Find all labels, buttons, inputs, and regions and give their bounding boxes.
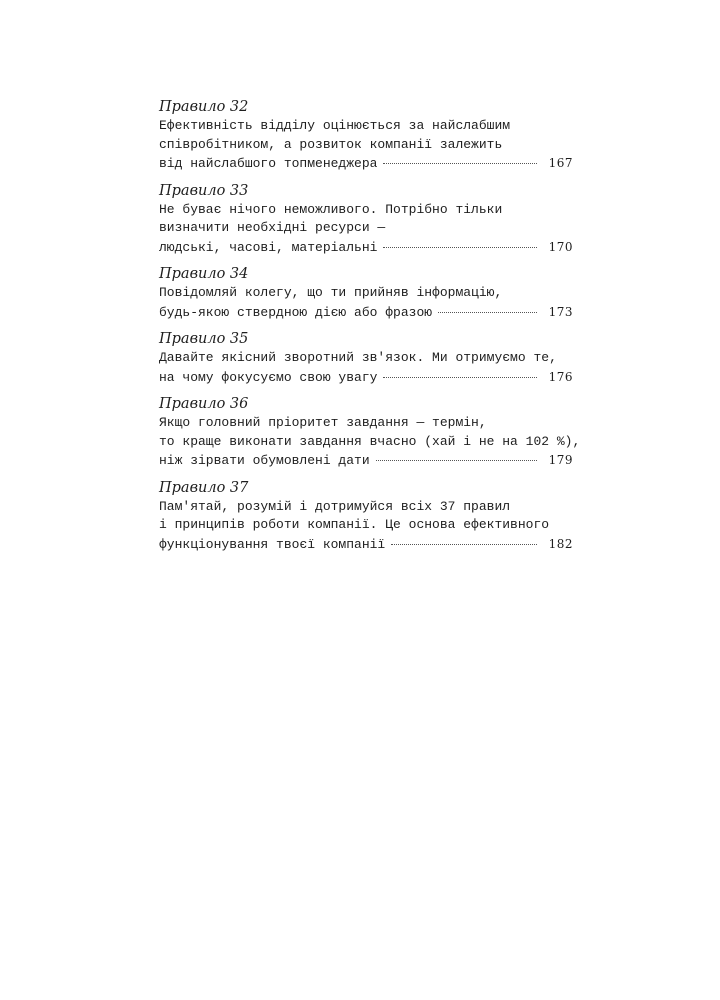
rule-title-last-line: [159, 154, 573, 173]
rule-title-last-line: [159, 535, 573, 554]
toc-entry-rule-33[interactable]: [159, 181, 573, 257]
page-number: 167: [548, 156, 573, 170]
rule-title-line: Не буває нічого неможливого. Потрібно тільки: [159, 201, 503, 217]
dot-leader: [376, 460, 537, 461]
rule-title-line: і принципів роботи компанії. Це основа ефективного: [159, 517, 550, 532]
rule-heading: Правило 32: [159, 99, 249, 115]
toc-entry-rule-34[interactable]: [159, 264, 573, 321]
toc-entry-rule-32[interactable]: [159, 97, 573, 173]
rule-title-line: Пам'ятай, розумій і дотримуйся всіх 37 правил: [159, 498, 511, 514]
page-number: 182: [548, 536, 573, 551]
dot-leader: [391, 544, 536, 545]
page-number: 179: [548, 453, 573, 467]
toc-entry-rule-36[interactable]: [159, 394, 581, 470]
rule-title-line: від найслабшого топменеджера: [159, 156, 378, 171]
rule-title-line: функціонування твоєї компанії: [159, 536, 386, 552]
page-number: 176: [548, 369, 573, 384]
rule-title-line: Повідомляй колегу, що ти прийняв інформацію,: [159, 285, 503, 300]
rule-heading: Правило 33: [159, 182, 249, 199]
page-number: 170: [548, 239, 573, 254]
rule-heading: Правило 37: [159, 479, 249, 496]
table-of-contents: [159, 97, 581, 561]
rule-heading: Правило 35: [159, 331, 249, 347]
rule-title-last-line: [159, 368, 573, 387]
rule-title-line: Давайте якісний зворотний зв'язок. Ми отримуємо те,: [159, 350, 557, 365]
toc-entry-rule-35[interactable]: [159, 329, 573, 386]
rule-title-line: то краще виконати завдання вчасно (хай і не на 102 %),: [159, 433, 581, 449]
dot-leader: [383, 247, 536, 248]
toc-entry-rule-37[interactable]: [159, 478, 573, 554]
rule-title-line: визначити необхідні ресурси —: [159, 220, 386, 235]
page-number: 173: [548, 304, 573, 319]
dot-leader: [383, 163, 536, 164]
rule-title-line: будь-якою стверднoю дією або фразою: [159, 304, 433, 320]
rule-title-last-line: [159, 451, 573, 470]
rule-title-line: Якщо головний пріоритет завдання — термін,: [159, 415, 487, 430]
rule-title-line: ніж зірвати обумовлені дати: [159, 453, 370, 468]
rule-heading: Правило 34: [159, 266, 249, 282]
rule-title-line: людські, часові, матеріальні: [159, 239, 378, 255]
rule-title-line: Ефективність відділу оцінюється за найслабшим: [159, 118, 511, 133]
rule-title-line: на чому фокусуємо свою увагу: [159, 369, 378, 385]
dot-leader: [383, 377, 536, 378]
dot-leader: [438, 312, 537, 313]
rule-title-last-line: [159, 303, 573, 322]
rule-heading: Правило 36: [159, 396, 249, 412]
rule-title-line: співробітником, а розвиток компанії залежить: [159, 136, 503, 152]
rule-title-last-line: [159, 238, 573, 257]
